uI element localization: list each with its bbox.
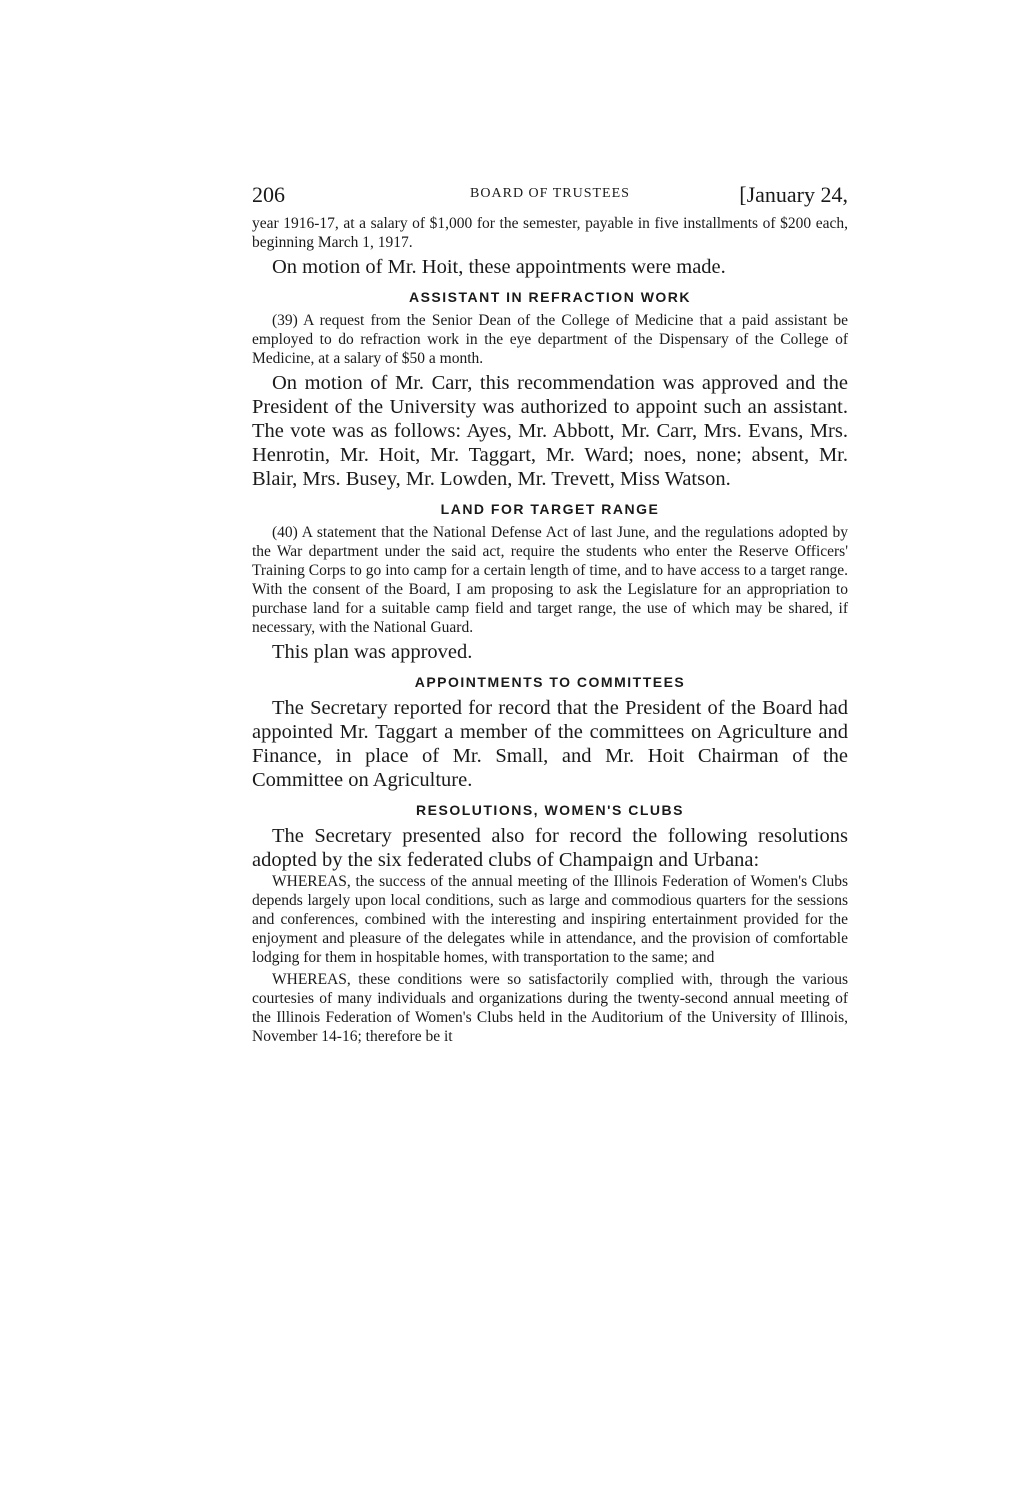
section-heading-refraction: ASSISTANT IN REFRACTION WORK: [408, 289, 692, 305]
whereas-paragraph-1: WHEREAS, the success of the annual meeting of the Illinois Federation of Women's Clubs depends largely upon local conditions, such as large and commodious quarters for the sessions and conferences, combined with the interesting and inspiring entertainment provided for the enjoyment and pleasure of the delegates while in attendance, and the provision of comfortable lodging for them in hospitable homes, with transportation to the same; and: [252, 873, 848, 966]
running-title: BOARD OF TRUSTEES: [470, 186, 630, 201]
section-heading-target-range: LAND FOR TARGET RANGE: [440, 501, 660, 517]
intro-paragraph: year 1916-17, at a salary of $1,000 for the semester, payable in five installments of $200 each, beginning March 1, 1917.: [252, 215, 848, 251]
committees-paragraph: The Secretary reported for record that the President of the Board had appointed Mr. Taggart a member of the committees on Agriculture and Finance, in place of Mr. Small, and Mr. Hoit Chairman of the Committee on Agriculture.: [252, 697, 848, 791]
header-date: [January 24,: [739, 182, 848, 207]
motion-paragraph: On motion of Mr. Hoit, these appointments were made.: [272, 256, 726, 278]
section-heading-resolutions: RESOLUTIONS, WOMEN'S CLUBS: [416, 802, 684, 818]
resolutions-intro: The Secretary presented also for record the following resolutions adopted by the six federated clubs of Champaign and Urbana:: [252, 825, 848, 871]
whereas-paragraph-2: WHEREAS, these conditions were so satisfactorily complied with, through the various courtesies of many individuals and organizations during the twenty-second annual meeting of the Illinois Federation of Women's Clubs held in the Auditorium of the University of Illinois, November 14-16; therefore be it: [252, 971, 848, 1045]
target-range-paragraph: (40) A statement that the National Defense Act of last June, and the regulations adopted by the War department under the said act, require the students who enter the Reserve Officers' Training Corps to go into camp for a certain length of time, and to have access to a target range. With the consent of the Board, I am proposing to ask the Legislature for an appropriation to purchase land for a suitable camp field and target range, the use of which may be shared, if necessary, with the National Guard.: [252, 524, 848, 636]
document-page: [252, 178, 848, 1046]
running-header: [252, 178, 848, 214]
page-number: 206: [252, 182, 285, 207]
refraction-vote-paragraph: On motion of Mr. Carr, this recommendation was approved and the President of the University was authorized to appoint such an assistant. The vote was as follows: Ayes, Mr. Abbott, Mr. Carr, Mrs. Evans, Mrs. Henrotin, Mr. Hoit, Mr. Taggart, Mr. Ward; noes, none; absent, Mr. Blair, Mrs. Busey, Mr. Lowden, Mr. Trevett, Miss Watson.: [252, 372, 848, 490]
refraction-request-paragraph: (39) A request from the Senior Dean of the College of Medicine that a paid assistant be employed to do refraction work in the eye department of the Dispensary of the College of Medicine, at a salary of $50 a month.: [252, 312, 848, 367]
target-range-approval: This plan was approved.: [272, 641, 473, 663]
section-heading-committees: APPOINTMENTS TO COMMITTEES: [414, 674, 686, 690]
